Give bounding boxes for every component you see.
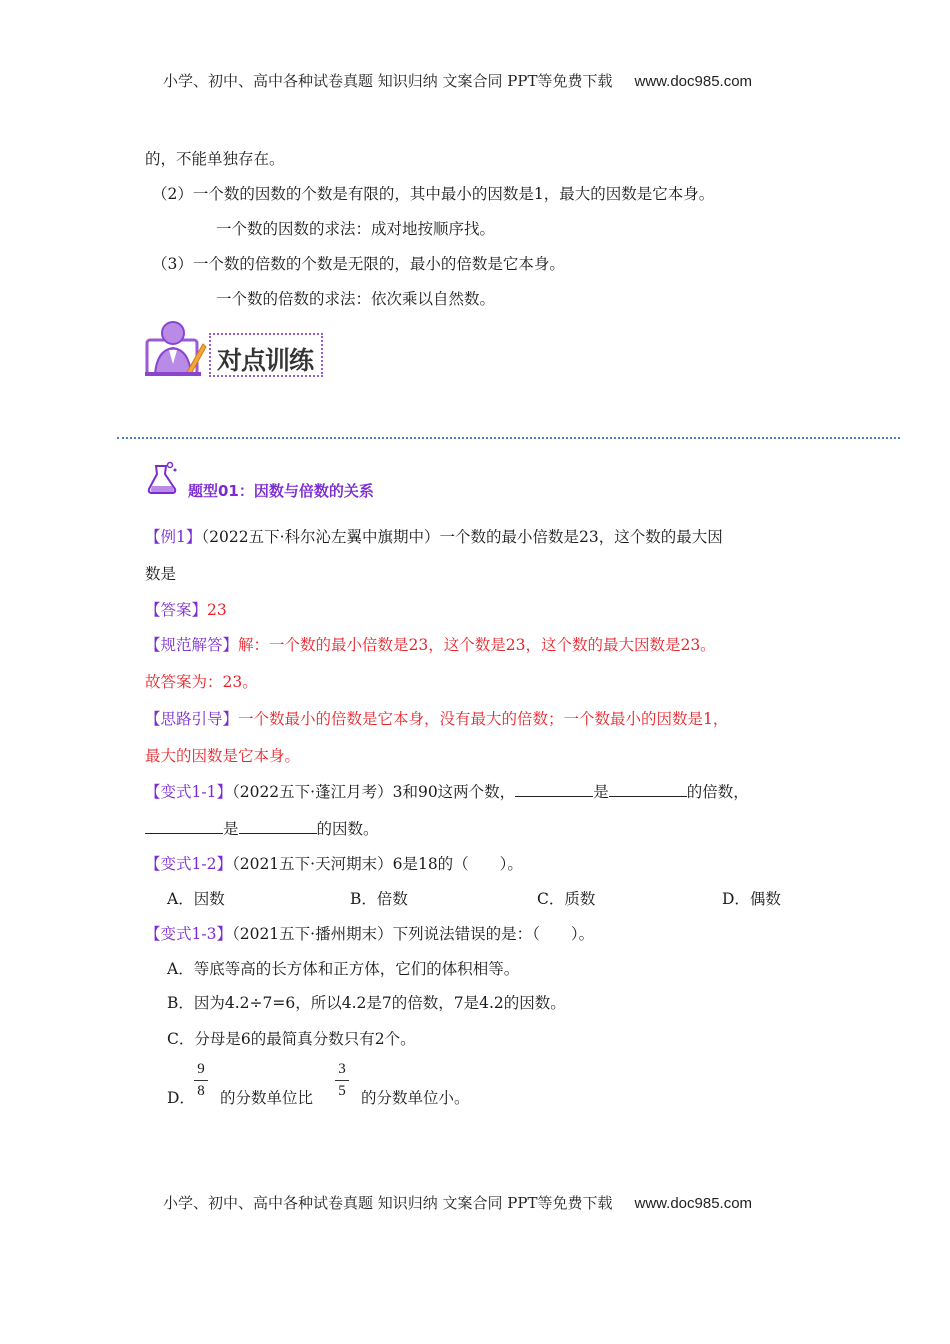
variant-1-1-tag: 【变式1-1】 (145, 783, 232, 801)
example-line-1 (145, 525, 723, 547)
answer-line (145, 598, 227, 620)
flask-icon (144, 460, 180, 496)
fraction-9-8 (194, 1061, 208, 1100)
variant-1-3-text: （2021五下·播州期末）下列说法错误的是：（ ）。 (231, 925, 595, 943)
note-line-4: 一个数的倍数的求法：依次乘以自然数。 (216, 290, 496, 308)
option-d-label[interactable]: D． (167, 1089, 195, 1107)
variant-1-3 (145, 922, 594, 944)
example-tag: 【例1】 (145, 528, 202, 546)
hint-tag: 【思路引导】 (145, 710, 239, 728)
solution-tag: 【规范解答】 (145, 636, 239, 654)
variant-1-2-text: （2021五下·天河期末）6是18的（ ）。 (231, 855, 523, 873)
variant-1-1-is: 是 (593, 783, 609, 801)
page-footer (163, 1192, 752, 1213)
option-b[interactable]: B．倍数 (350, 890, 408, 908)
note-line-2: 一个数的因数的求法：成对地按顺序找。 (216, 220, 496, 238)
example-text-a: （2022五下·科尔沁左翼中旗期中）一个数的最小倍数是23，这个数的最大因 (201, 528, 723, 546)
fraction-numerator: 9 (197, 1061, 205, 1077)
option-c[interactable]: C．质数 (537, 890, 596, 908)
hint-text-2: 最大的因数是它本身。 (145, 747, 301, 765)
fraction-denominator: 8 (197, 1083, 205, 1099)
answer-blank-1[interactable] (515, 782, 593, 797)
solution-text-2: 故答案为：23。 (145, 673, 258, 691)
variant-1-2-tag: 【变式1-2】 (145, 855, 232, 873)
solution-line (145, 633, 716, 655)
footer-text: 小学、初中、高中各种试卷真题 知识归纳 文案合同 PPT等免费下载 (163, 1194, 613, 1212)
page-header (163, 70, 752, 91)
banner-title: 对点训练 (217, 346, 314, 375)
answer-blank-3[interactable] (145, 819, 223, 834)
header-site-link[interactable]: www.doc985.com (634, 73, 753, 90)
answer-tag: 【答案】 (145, 601, 208, 619)
variant-1-2 (145, 852, 523, 874)
footer-site-link[interactable]: www.doc985.com (634, 1195, 753, 1212)
hint-line (145, 707, 728, 729)
variant-1-1-is-2: 是 (223, 820, 239, 838)
section-banner (209, 333, 323, 377)
variant-1-1-text-a: （2022五下·蓬江月考）3和90这两个数， (231, 783, 516, 801)
option-d[interactable]: D．偶数 (722, 890, 781, 908)
note-line-0: 的，不能单独存在。 (145, 150, 285, 168)
teacher-icon (145, 320, 207, 378)
header-text: 小学、初中、高中各种试卷真题 知识归纳 文案合同 PPT等免费下载 (163, 72, 613, 90)
variant-1-1-text-b: 的倍数， (686, 783, 749, 801)
option-d-end: 的分数单位小。 (361, 1089, 470, 1107)
option-a[interactable]: A．因数 (167, 890, 225, 908)
option-a[interactable]: A．等底等高的长方体和正方体，它们的体积相等。 (167, 960, 520, 978)
option-c[interactable]: C．分母是6的最简真分数只有2个。 (167, 1030, 416, 1048)
option-b[interactable]: B．因为4.2÷7=6，所以4.2是7的倍数，7是4.2的因数。 (167, 994, 566, 1012)
solution-text: 解：一个数的最小倍数是23，这个数是23，这个数的最大因数是23。 (238, 636, 716, 654)
fraction-denominator: 5 (338, 1083, 346, 1099)
note-line-3: （3）一个数的倍数的个数是无限的，最小的倍数是它本身。 (152, 255, 565, 273)
example-text-b: 数是 (145, 565, 177, 583)
answer-value: 23 (207, 601, 227, 619)
section-title: 题型01：因数与倍数的关系 (188, 482, 374, 500)
answer-blank-4[interactable] (239, 819, 317, 834)
option-d-mid: 的分数单位比 (220, 1089, 314, 1107)
note-line-1: （2）一个数的因数的个数是有限的，其中最小的因数是1，最大的因数是它本身。 (152, 185, 715, 203)
answer-blank-2[interactable] (609, 782, 687, 797)
fraction-3-5 (335, 1061, 349, 1100)
fraction-numerator: 3 (338, 1061, 346, 1077)
variant-1-1-text-c: 的因数。 (316, 820, 379, 838)
variant-1-3-tag: 【变式1-3】 (145, 925, 232, 943)
variant-1-1 (145, 780, 749, 802)
dotted-divider (117, 437, 900, 439)
variant-1-1-line-2 (145, 817, 379, 839)
hint-text: 一个数最小的倍数是它本身，没有最大的倍数；一个数最小的因数是1， (238, 710, 729, 728)
